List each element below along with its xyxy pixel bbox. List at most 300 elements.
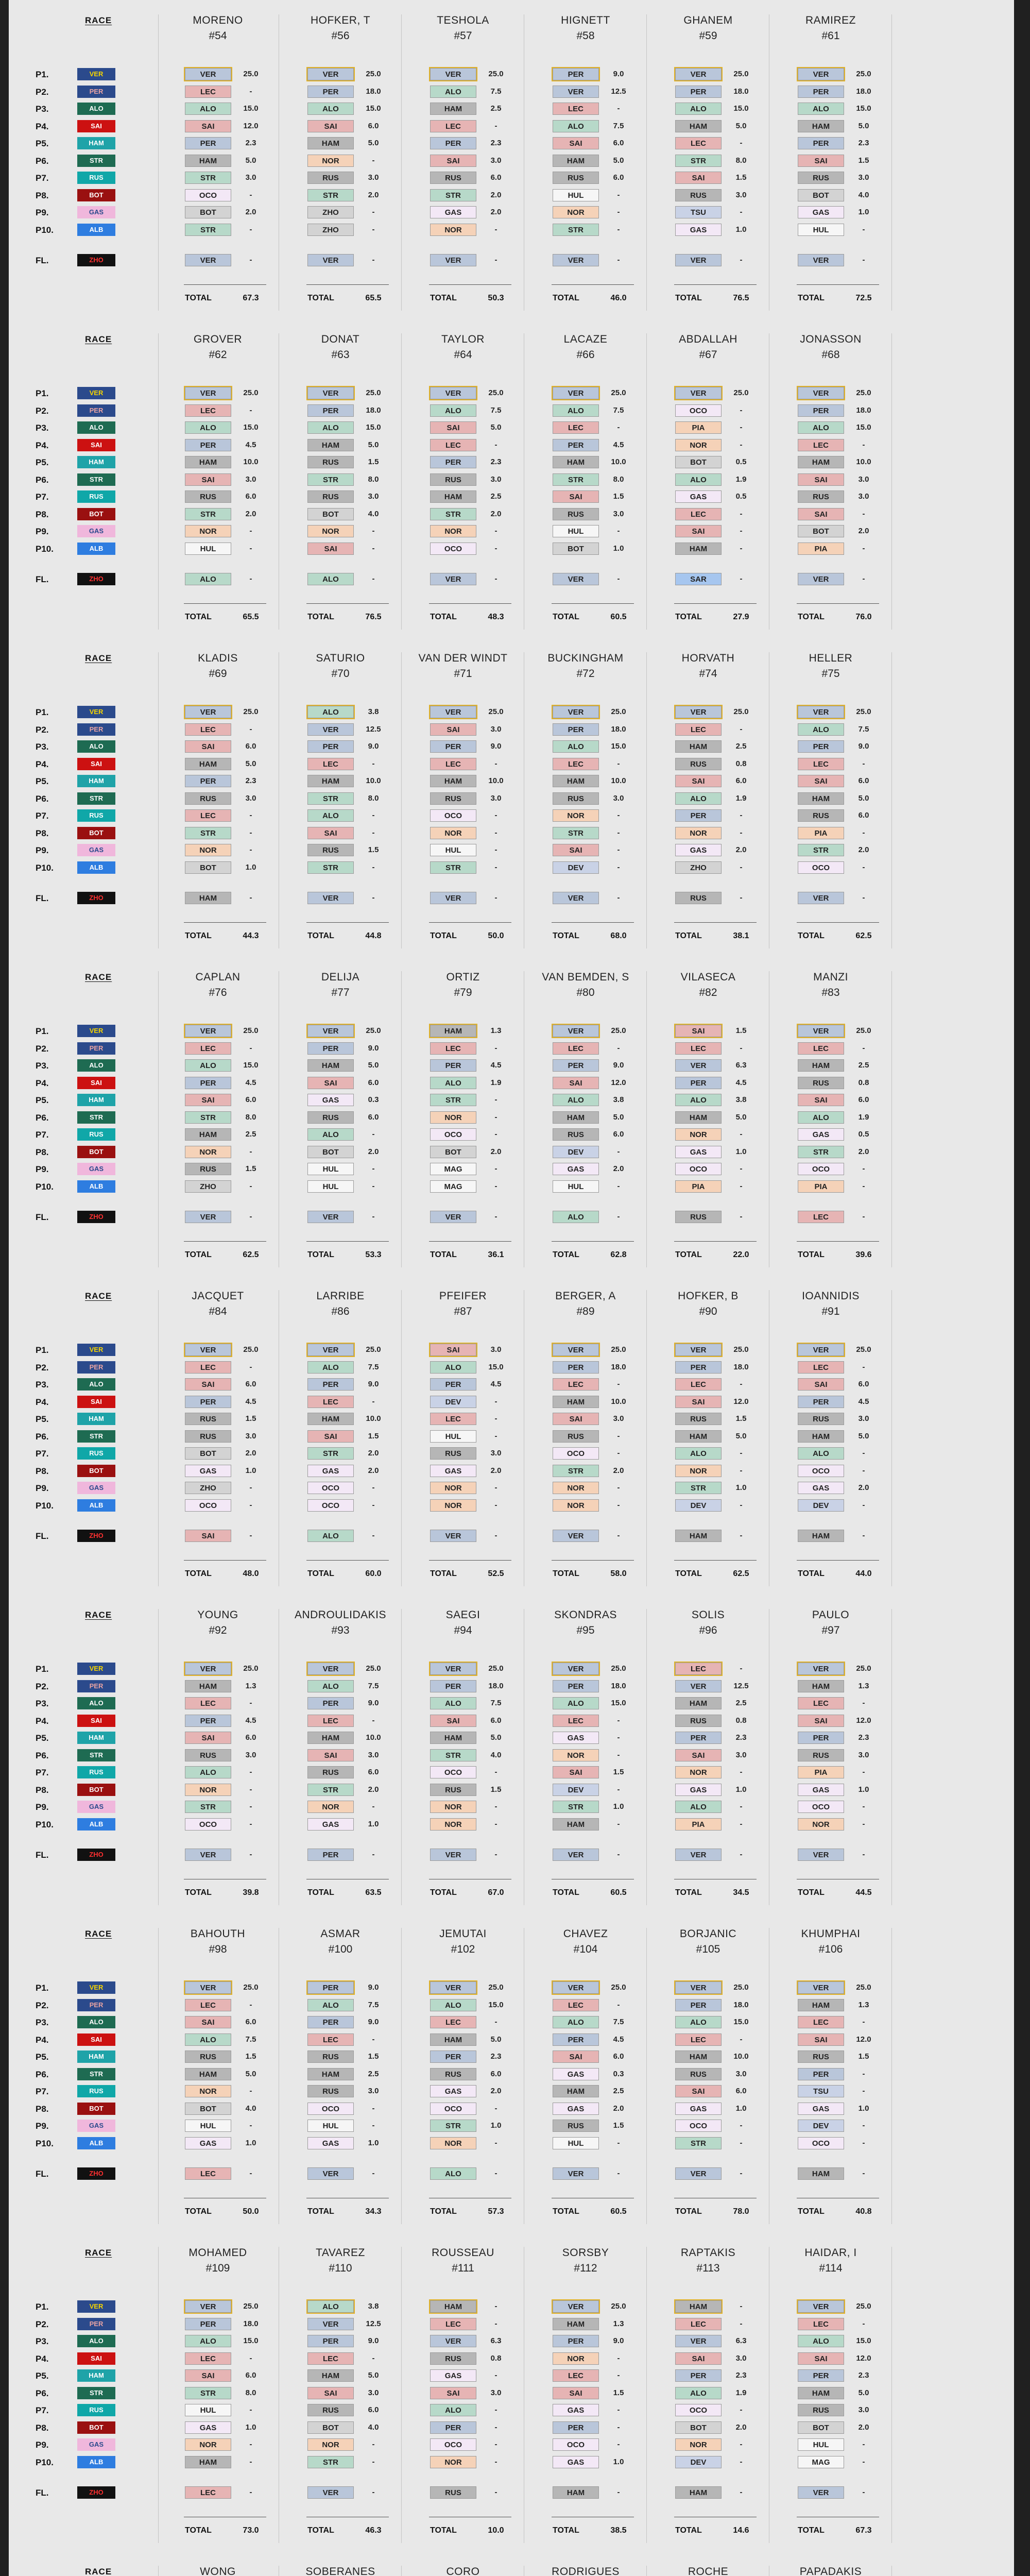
pick-chip: NOR <box>430 827 476 839</box>
pick-chip: RUS <box>185 490 231 503</box>
pick-chip: BOT <box>798 525 844 537</box>
fastest-lap-pick: VER <box>553 254 599 266</box>
pick-chip: HAM <box>307 2369 354 2382</box>
race-label: RACE <box>85 334 112 344</box>
pick-points: 3.0 <box>735 2353 747 2363</box>
team-badge: ALB <box>77 1818 115 1831</box>
total-divider <box>429 922 511 923</box>
total-divider <box>674 284 757 285</box>
pick-chip: HAM <box>675 740 722 753</box>
total-label: TOTAL <box>307 2207 334 2216</box>
team-badge-fastest-lap: ZHO <box>77 1530 115 1542</box>
pick-chip: STR <box>307 473 354 486</box>
pick-points: - <box>249 1500 252 1510</box>
pick-chip: LEC <box>798 439 844 451</box>
pick-chip: ALO <box>307 809 354 822</box>
pick-points: - <box>372 2121 375 2130</box>
pick-chip: LEC <box>798 1697 844 1709</box>
pick-chip: ALO <box>553 740 599 753</box>
fastest-lap-pick: VER <box>430 892 476 904</box>
pick-chip: LEC <box>185 809 231 822</box>
pick-chip: RUS <box>675 758 722 770</box>
pick-chip: SAI <box>307 827 354 839</box>
team-badge: BOT <box>77 1146 115 1158</box>
pick-chip: HAM <box>553 1818 599 1831</box>
total-label: TOTAL <box>185 2526 212 2535</box>
team-badge: HAM <box>77 137 115 149</box>
pick-points: 2.0 <box>490 509 502 518</box>
player-column <box>408 1604 518 1913</box>
pick-points: - <box>862 2440 865 2449</box>
team-badge: RUS <box>77 172 115 184</box>
pick-points: 2.3 <box>490 457 502 466</box>
player-number: #92 <box>209 1624 227 1636</box>
pick-points: 25.0 <box>611 707 626 716</box>
total-divider <box>797 1560 879 1561</box>
pick-points: 15.0 <box>366 423 381 432</box>
pick-points: - <box>372 156 375 165</box>
total-label: TOTAL <box>185 931 212 940</box>
pick-points: - <box>862 1802 865 1811</box>
position-label: P3. <box>36 2018 49 2027</box>
pick-points: 7.5 <box>490 1699 502 1707</box>
total-label: TOTAL <box>185 613 212 621</box>
pick-points: - <box>740 2319 743 2328</box>
pick-chip: SAI <box>185 473 231 486</box>
pick-points: 7.5 <box>368 1362 379 1371</box>
pick-points: 2.0 <box>490 2087 502 2095</box>
total-value: 57.3 <box>488 2207 504 2216</box>
position-label: P5. <box>36 139 49 148</box>
player-column <box>163 1285 272 1594</box>
fastest-lap-pick: VER <box>675 2167 722 2180</box>
pick-chip: NOR <box>185 2438 231 2451</box>
pick-chip: NOR <box>553 809 599 822</box>
player-number: #67 <box>699 349 717 361</box>
pick-points: 15.0 <box>856 104 871 113</box>
pick-points: 8.0 <box>735 156 747 165</box>
total-value: 10.0 <box>488 2526 504 2535</box>
pick-chip: RUS <box>307 2085 354 2097</box>
pick-points: - <box>372 208 375 216</box>
player-column <box>531 9 640 318</box>
fastest-lap-points: - <box>617 2488 620 2497</box>
pick-chip: STR <box>553 224 599 236</box>
fastest-lap-pick: LEC <box>798 1211 844 1223</box>
player-name: ORTIZ <box>446 971 480 983</box>
pick-chip: NOR <box>798 1818 844 1831</box>
fastest-lap-pick: ALO <box>553 1211 599 1223</box>
pick-chip: SAI <box>185 1094 231 1106</box>
fastest-lap-points: - <box>494 1850 497 1859</box>
pick-points: 25.0 <box>733 388 749 397</box>
position-label: P5. <box>36 1414 49 1424</box>
pick-points: 25.0 <box>611 1026 626 1035</box>
pick-chip: NOR <box>553 206 599 218</box>
pick-points: 1.0 <box>858 2104 869 2113</box>
pick-chip: PER <box>675 1999 722 2011</box>
pick-points: - <box>249 87 252 96</box>
pick-chip: HAM <box>675 2300 722 2313</box>
team-badge: BOT <box>77 1465 115 1477</box>
player-name: BAHOUTH <box>190 1928 246 1940</box>
pick-points: 2.3 <box>490 139 502 147</box>
pick-chip: ALO <box>307 1999 354 2011</box>
pick-chip: VER <box>798 1025 844 1037</box>
pick-chip: HAM <box>185 2068 231 2080</box>
pick-chip: PER <box>430 2421 476 2434</box>
team-badge: ALB <box>77 1499 115 1512</box>
fastest-lap-label: FL. <box>36 893 49 903</box>
pick-points: 4.5 <box>613 440 624 449</box>
team-badge: PER <box>77 1042 115 1055</box>
pick-points: 10.0 <box>243 457 259 466</box>
pick-chip: TSU <box>675 206 722 218</box>
pick-points: 1.3 <box>858 2000 869 2009</box>
position-label: P5. <box>36 2052 49 2062</box>
total-divider <box>429 284 511 285</box>
team-badge: SAI <box>77 2033 115 2046</box>
pick-chip: HUL <box>307 2120 354 2132</box>
total-label: TOTAL <box>185 1888 212 1897</box>
pick-chip: VER <box>675 706 722 718</box>
team-badge: GAS <box>77 525 115 537</box>
pick-chip: PER <box>553 1361 599 1374</box>
player-name: MORENO <box>193 14 243 26</box>
pick-points: 2.0 <box>490 190 502 199</box>
pick-points: 25.0 <box>856 1345 871 1354</box>
pick-points: 1.3 <box>858 1681 869 1690</box>
position-label: P1. <box>36 388 49 398</box>
pick-points: - <box>862 440 865 449</box>
position-label: P10. <box>36 2457 54 2467</box>
pick-points: - <box>494 2138 497 2147</box>
position-label: P4. <box>36 1078 49 1088</box>
position-label: P9. <box>36 208 49 217</box>
player-column <box>654 966 763 1275</box>
race-label: RACE <box>85 653 112 663</box>
pick-points: - <box>494 1414 497 1423</box>
pick-points: 25.0 <box>611 2302 626 2311</box>
total-value: 62.5 <box>243 1250 259 1259</box>
position-label: P1. <box>36 707 49 717</box>
player-number: #76 <box>209 987 227 998</box>
pick-chip: BOT <box>798 189 844 201</box>
pick-chip: NOR <box>553 1482 599 1494</box>
position-label: P9. <box>36 2440 49 2450</box>
pick-chip: NOR <box>553 1499 599 1512</box>
pick-points: 9.0 <box>858 742 869 751</box>
pick-chip: PER <box>553 2033 599 2046</box>
pick-points: 25.0 <box>856 707 871 716</box>
pick-chip: GAS <box>185 2421 231 2434</box>
pick-points: 15.0 <box>856 423 871 432</box>
position-label: P3. <box>36 104 49 114</box>
player-column <box>531 328 640 637</box>
total-value: 72.5 <box>855 294 872 302</box>
pick-points: 3.8 <box>368 707 379 716</box>
pick-points: 6.0 <box>858 776 869 785</box>
fastest-lap-points: - <box>862 574 865 583</box>
pick-points: - <box>740 2302 743 2311</box>
pick-points: 25.0 <box>488 1664 504 1673</box>
pick-chip: PER <box>430 456 476 468</box>
player-number: #63 <box>331 349 350 361</box>
team-badge: HAM <box>77 2050 115 2063</box>
pick-chip: ALO <box>675 1094 722 1106</box>
pick-chip: VER <box>185 1981 231 1994</box>
pick-chip: PIA <box>798 827 844 839</box>
pick-points: 7.5 <box>613 121 624 130</box>
pick-chip: SAI <box>307 120 354 132</box>
position-label: P3. <box>36 1061 49 1071</box>
pick-points: 5.0 <box>858 793 869 803</box>
pick-chip: HAM <box>675 1111 722 1124</box>
pick-chip: HAM <box>185 456 231 468</box>
pick-chip: ALO <box>798 103 844 115</box>
pick-chip: SAI <box>798 473 844 486</box>
pick-points: 1.0 <box>735 225 747 234</box>
pick-points: 18.0 <box>366 87 381 96</box>
pick-chip: PER <box>307 1378 354 1391</box>
pick-points: - <box>740 1819 743 1828</box>
total-label: TOTAL <box>430 294 457 302</box>
total-label: TOTAL <box>307 294 334 302</box>
pick-chip: NOR <box>185 525 231 537</box>
pick-points: 5.0 <box>245 2069 256 2078</box>
pick-points: 12.0 <box>611 1078 626 1087</box>
pick-chip: STR <box>430 189 476 201</box>
player-number: #59 <box>699 30 717 42</box>
total-label: TOTAL <box>430 931 457 940</box>
team-badge: HAM <box>77 1094 115 1106</box>
pick-points: 1.5 <box>490 1785 502 1794</box>
pick-points: 12.0 <box>733 1397 749 1406</box>
pick-chip: HUL <box>798 224 844 236</box>
pick-points: - <box>862 2121 865 2130</box>
pick-chip: ALO <box>675 103 722 115</box>
total-label: TOTAL <box>553 1888 579 1897</box>
pick-chip: PER <box>185 439 231 451</box>
pick-points: 18.0 <box>611 724 626 734</box>
player-name: LACAZE <box>563 333 608 345</box>
pick-points: - <box>862 1819 865 1828</box>
pick-chip: STR <box>798 1146 844 1158</box>
pick-points: 2.0 <box>858 2422 869 2432</box>
pick-chip: BOT <box>307 1146 354 1158</box>
pick-chip: RUS <box>430 473 476 486</box>
pick-chip: ALO <box>798 2335 844 2347</box>
total-value: 44.8 <box>365 931 382 940</box>
pick-chip: VER <box>307 723 354 736</box>
fastest-lap-points: - <box>249 1212 252 1221</box>
pick-chip: ALO <box>430 86 476 98</box>
pick-points: 2.0 <box>735 2422 747 2432</box>
team-badge: HAM <box>77 1413 115 1425</box>
pick-points: - <box>740 1181 743 1191</box>
pick-points: - <box>862 2087 865 2095</box>
pick-points: 4.5 <box>245 1397 256 1406</box>
pick-chip: LEC <box>798 1042 844 1055</box>
pick-points: 0.8 <box>858 1078 869 1087</box>
pick-points: 15.0 <box>611 1699 626 1707</box>
pick-chip: SAI <box>675 1396 722 1408</box>
position-label: P1. <box>36 1345 49 1355</box>
player-number: #70 <box>331 668 350 680</box>
pick-chip: PIA <box>798 1766 844 1778</box>
fastest-lap-pick: LEC <box>185 2167 231 2180</box>
pick-chip: HAM <box>553 1111 599 1124</box>
player-name: MANZI <box>813 971 848 983</box>
pick-chip: NOR <box>675 1128 722 1141</box>
pick-points: - <box>494 1112 497 1122</box>
pick-points: 2.5 <box>613 2087 624 2095</box>
pick-chip: LEC <box>185 2352 231 2365</box>
pick-chip: NOR <box>430 1499 476 1512</box>
pick-chip: RUS <box>675 1413 722 1425</box>
pick-points: - <box>249 1043 252 1053</box>
pick-chip: PIA <box>675 1180 722 1193</box>
pick-points: 1.5 <box>245 1164 256 1173</box>
pick-points: 6.0 <box>858 1095 869 1104</box>
pick-chip: GAS <box>798 1784 844 1796</box>
pick-points: - <box>494 811 497 820</box>
pick-points: 6.0 <box>245 2018 256 2026</box>
pick-chip: RUS <box>185 792 231 805</box>
pick-points: 0.3 <box>613 2069 624 2078</box>
pick-points: 2.3 <box>858 1733 869 1742</box>
team-badge: ALB <box>77 1180 115 1193</box>
fastest-lap-points: - <box>372 1531 375 1540</box>
position-label: P6. <box>36 2069 49 2079</box>
team-badge-fastest-lap: ZHO <box>77 254 115 266</box>
fastest-lap-points: - <box>740 1850 743 1859</box>
player-column <box>776 1604 885 1913</box>
pick-points: 3.0 <box>245 173 256 182</box>
pick-chip: HUL <box>185 2404 231 2416</box>
pick-chip: NOR <box>430 224 476 236</box>
pick-chip: HAM <box>798 456 844 468</box>
pick-chip: GAS <box>675 490 722 503</box>
pick-chip: MAG <box>798 2456 844 2468</box>
fastest-lap-points: - <box>617 1212 620 1221</box>
pick-chip: HAM <box>553 775 599 787</box>
pick-chip: RUS <box>553 2120 599 2132</box>
team-badge: VER <box>77 1344 115 1356</box>
pick-chip: LEC <box>430 758 476 770</box>
pick-points: - <box>494 862 497 872</box>
team-badge: STR <box>77 1111 115 1124</box>
player-name: HELLER <box>809 652 853 664</box>
player-name: BERGER, A <box>555 1290 616 1302</box>
pick-points: 0.8 <box>735 1716 747 1725</box>
team-badge: BOT <box>77 2103 115 2115</box>
team-badge-fastest-lap: ZHO <box>77 573 115 585</box>
pick-points: 7.5 <box>368 2000 379 2009</box>
team-badge: RUS <box>77 809 115 822</box>
pick-chip: VER <box>798 68 844 80</box>
player-column <box>408 647 518 956</box>
pick-chip: DEV <box>675 2456 722 2468</box>
player-number: #109 <box>205 2262 230 2274</box>
pick-chip: PER <box>675 2369 722 2382</box>
player-number: #111 <box>452 2262 474 2274</box>
position-label: P5. <box>36 2371 49 2381</box>
pick-points: - <box>862 1500 865 1510</box>
pick-chip: NOR <box>553 2352 599 2365</box>
pick-points: - <box>249 845 252 854</box>
fastest-lap-points: - <box>494 574 497 583</box>
team-badge: SAI <box>77 758 115 770</box>
pick-points: - <box>494 527 497 535</box>
team-badge: STR <box>77 155 115 167</box>
pick-points: - <box>740 440 743 449</box>
pick-chip: HAM <box>430 1025 476 1037</box>
pick-chip: GAS <box>430 2369 476 2382</box>
pick-points: - <box>494 2422 497 2432</box>
pick-chip: OCO <box>675 1163 722 1175</box>
pick-points: 4.5 <box>245 440 256 449</box>
pick-points: 0.5 <box>735 457 747 466</box>
player-name: RAPTAKIS <box>680 2247 736 2259</box>
position-label: P2. <box>36 1043 49 1054</box>
pick-points: - <box>740 2138 743 2147</box>
team-badge: ALO <box>77 1378 115 1391</box>
pick-points: 15.0 <box>856 2336 871 2345</box>
fastest-lap-pick: RUS <box>430 2486 476 2499</box>
fastest-lap-pick: RUS <box>675 892 722 904</box>
pick-points: - <box>617 845 620 854</box>
pick-points: 0.5 <box>858 1130 869 1139</box>
pick-points: 25.0 <box>243 1983 259 1992</box>
pick-points: - <box>862 509 865 518</box>
pick-chip: ZHO <box>185 1482 231 1494</box>
total-label: TOTAL <box>430 1569 457 1578</box>
pick-chip: HAM <box>185 1680 231 1692</box>
pick-points: - <box>617 1785 620 1794</box>
total-value: 62.8 <box>610 1250 627 1259</box>
pick-points: - <box>617 1181 620 1191</box>
pick-points: 2.5 <box>490 104 502 113</box>
pick-chip: HAM <box>675 1430 722 1443</box>
player-number: #83 <box>821 987 840 998</box>
pick-chip: GAS <box>553 2068 599 2080</box>
column-divider <box>401 1609 402 1905</box>
player-number: #57 <box>454 30 472 42</box>
pick-points: 2.3 <box>858 2371 869 2380</box>
player-column <box>654 2561 763 2576</box>
fastest-lap-label: FL. <box>36 1850 49 1860</box>
pick-points: 3.0 <box>245 474 256 484</box>
fastest-lap-pick: SAI <box>185 1530 231 1542</box>
pick-points: - <box>494 2319 497 2328</box>
player-name: SOBERANES <box>305 2566 375 2576</box>
pick-chip: STR <box>798 844 844 856</box>
pick-points: - <box>249 1768 252 1776</box>
pick-points: 1.0 <box>613 2457 624 2466</box>
pick-points: 3.8 <box>368 2302 379 2311</box>
pick-points: 9.0 <box>368 1380 379 1388</box>
pick-points: 6.0 <box>368 121 379 130</box>
column-divider <box>158 14 159 311</box>
pick-points: - <box>372 1483 375 1492</box>
pick-points: 18.0 <box>611 1362 626 1371</box>
pick-chip: GAS <box>185 1465 231 1477</box>
team-badge-fastest-lap: ZHO <box>77 1211 115 1223</box>
fastest-lap-points: - <box>862 893 865 902</box>
player-name: JONASSON <box>800 333 862 345</box>
fastest-lap-pick: ALO <box>307 573 354 585</box>
